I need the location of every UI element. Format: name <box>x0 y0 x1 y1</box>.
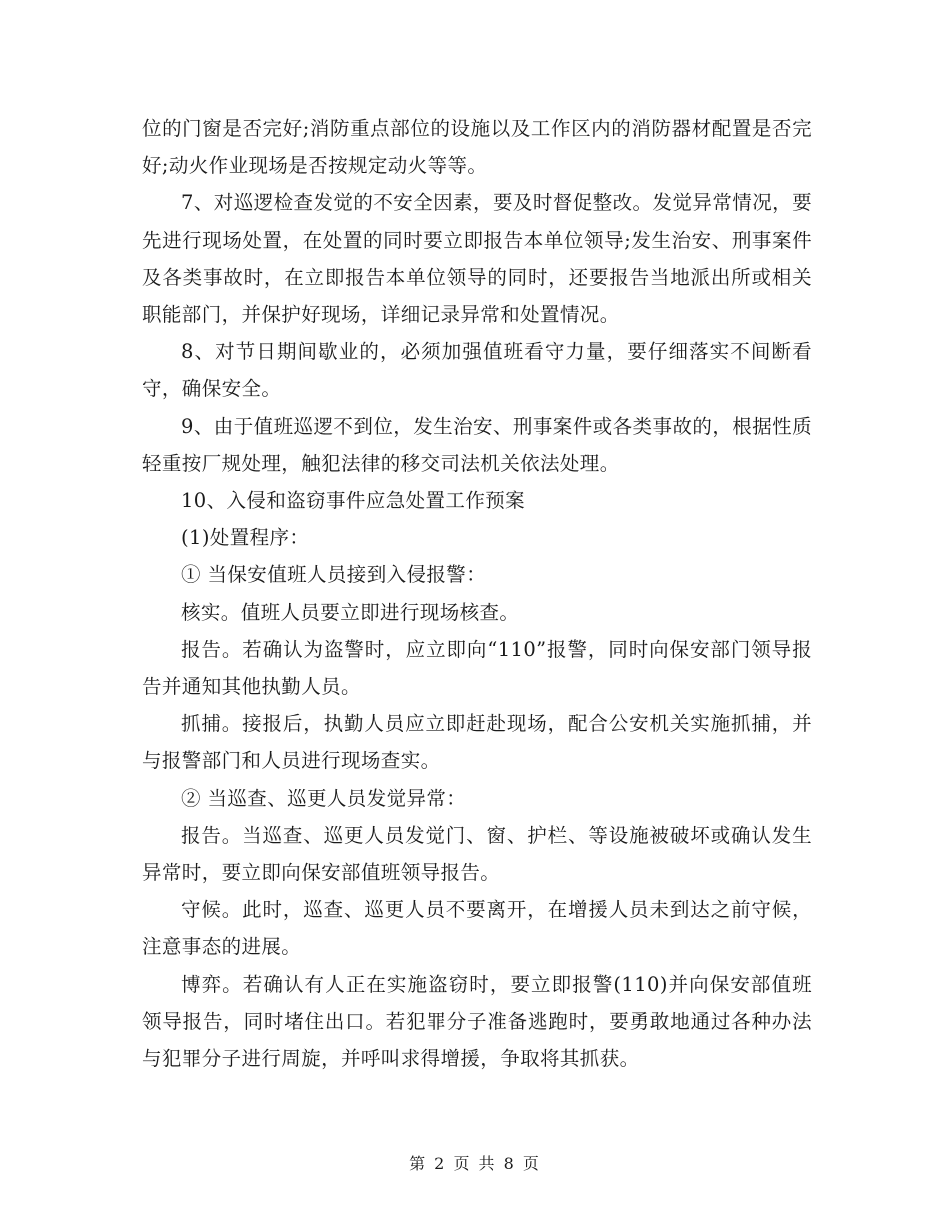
paragraph: 核实。值班人员要立即进行现场核查。 <box>181 600 520 624</box>
paragraph: 报告。若确认为盗警时，应立即向“110”报警，同时向保安部门领导报告并通知其他执勤人员。 <box>142 637 812 699</box>
paragraph: 7、对巡逻检查发觉的不安全因素，要及时督促整改。发觉异常情况，要先进行现场处置，在处置的同时要立即报告本单位领导;发生治安、刑事案件及各类事故时，在立即报告本单位领导的同时，还要报告当地派出所或相关职能部门，并保护好现场，详细记录异常和处置情况。 <box>142 191 812 327</box>
paragraph: 8、对节日期间歇业的，必须加强值班看守力量，要仔细落实不间断看守，确保安全。 <box>142 340 812 401</box>
paragraph: 守候。此时，巡查、巡更人员不要离开，在增援人员未到达之前守候，注意事态的进展。 <box>142 898 812 959</box>
paragraph: 位的门窗是否完好;消防重点部位的设施以及工作区内的消防器材配置是否完好;动火作业现场是否按规定动火等等。 <box>142 117 812 178</box>
section-heading: 10、入侵和盗窃事件应急处置工作预案 <box>181 489 526 513</box>
document-body <box>142 110 812 1077</box>
paragraph: 9、由于值班巡逻不到位，发生治安、刑事案件或各类事故的，根据性质轻重按厂规处理，触犯法律的移交司法机关依法处理。 <box>142 414 812 475</box>
subsection-heading: (1)处置程序： <box>181 526 310 550</box>
list-item: ② 当巡查、巡更人员发觉异常： <box>181 786 467 810</box>
list-item: ① 当保安值班人员接到入侵报警： <box>181 563 487 587</box>
paragraph: 抓捕。接报后，执勤人员应立即赶赴现场，配合公安机关实施抓捕，并与报警部门和人员进行现场查实。 <box>142 712 812 773</box>
paragraph: 博弈。若确认有人正在实施盗窃时，要立即报警(110)并向保安部值班领导报告，同时堵住出口。若犯罪分子准备逃跑时，要勇敢地通过各种办法与犯罪分子进行周旋，并呼叫求得增援，争取将其抓获。 <box>142 972 812 1071</box>
page-number-footer: 第 2 页 共 8 页 <box>409 1154 541 1173</box>
paragraph: 报告。当巡查、巡更人员发觉门、窗、护栏、等设施被破坏或确认发生异常时，要立即向保安部值班领导报告。 <box>142 823 812 885</box>
